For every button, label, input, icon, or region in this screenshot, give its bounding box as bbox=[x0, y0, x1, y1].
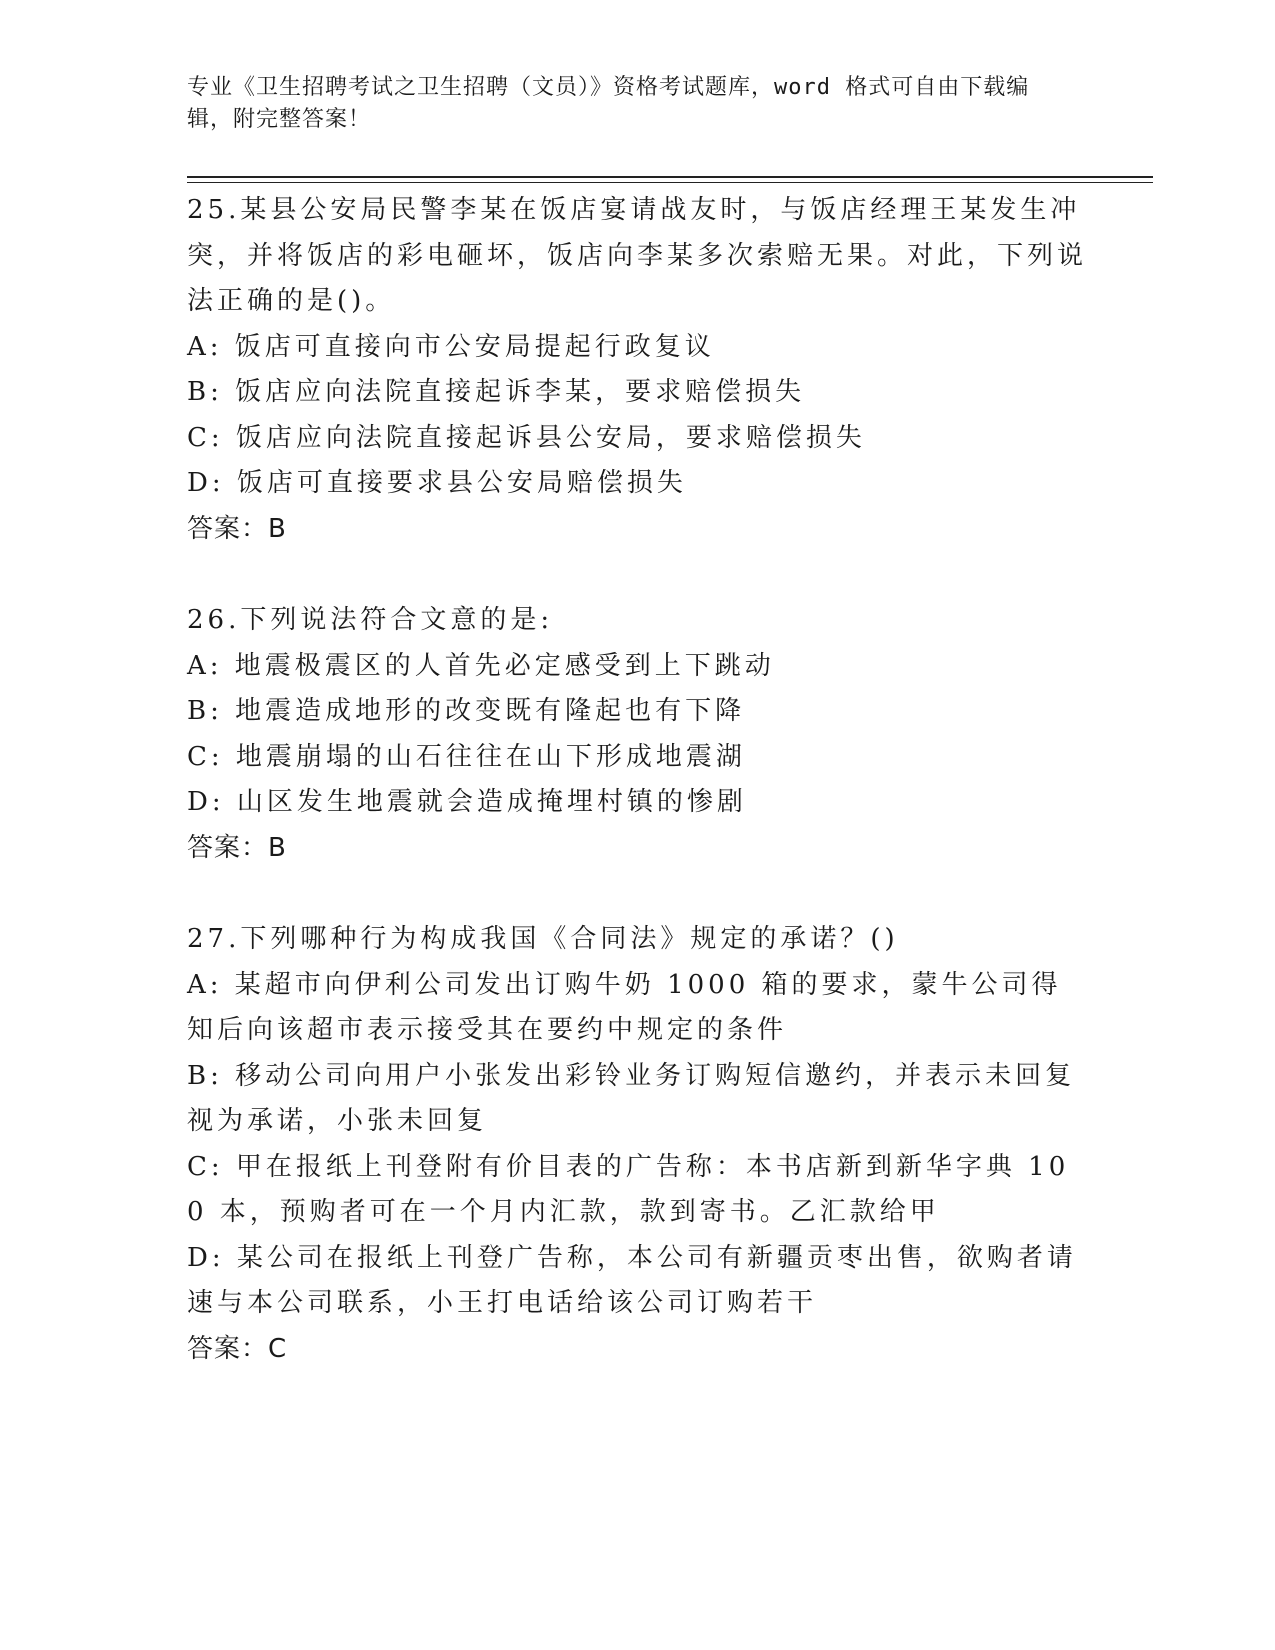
question-stem: 27.下列哪种行为构成我国《合同法》规定的承诺？() bbox=[187, 924, 899, 954]
spacer bbox=[187, 871, 1087, 917]
option-b: B: 饭店应向法院直接起诉李某，要求赔偿损失 bbox=[187, 377, 806, 407]
option-a: A: 某超市向伊利公司发出订购牛奶 1000 箱的要求，蒙牛公司得知后向该超市表示接受其在要约中规定的条件 bbox=[187, 969, 1062, 1045]
answer-label: 答案：B bbox=[187, 513, 287, 544]
question-27 bbox=[187, 917, 1087, 1372]
answer-label: 答案：C bbox=[187, 1333, 288, 1364]
header-intro: 专业《卫生招聘考试之卫生招聘（文员）》资格考试题库，word 格式可自由下载编辑，附完整答案！ bbox=[187, 75, 1030, 132]
header-divider-thick bbox=[187, 176, 1153, 178]
option-a: A: 地震极震区的人首先必定感受到上下跳动 bbox=[187, 650, 775, 681]
question-26 bbox=[187, 598, 1087, 871]
header-divider-thin bbox=[187, 182, 1153, 183]
question-stem: 26.下列说法符合文意的是: bbox=[187, 605, 554, 635]
option-d: D: 某公司在报纸上刊登广告称，本公司有新疆贡枣出售，欲购者请速与本公司联系，小王打电话给该公司订购若干 bbox=[187, 1242, 1077, 1318]
option-d: D: 饭店可直接要求县公安局赔偿损失 bbox=[187, 468, 687, 498]
option-a: A: 饭店可直接向市公安局提起行政复议 bbox=[187, 331, 715, 362]
spacer bbox=[187, 552, 1087, 598]
question-stem: 25.某县公安局民警李某在饭店宴请战友时，与饭店经理王某发生冲突，并将饭店的彩电砸坏，饭店向李某多次索赔无果。对此，下列说法正确的是()。 bbox=[187, 195, 1088, 316]
option-c: C: 地震崩塌的山石往往在山下形成地震湖 bbox=[187, 741, 746, 772]
option-b: B: 地震造成地形的改变既有隆起也有下降 bbox=[187, 696, 746, 726]
question-25 bbox=[187, 188, 1087, 552]
option-c: C: 甲在报纸上刊登附有价目表的广告称：本书店新到新华字典 100 本，预购者可在一个月内汇款，款到寄书。乙汇款给甲 bbox=[187, 1151, 1070, 1227]
option-c: C: 饭店应向法院直接起诉县公安局，要求赔偿损失 bbox=[187, 422, 866, 453]
option-d: D: 山区发生地震就会造成掩埋村镇的惨剧 bbox=[187, 787, 747, 817]
option-b: B: 移动公司向用户小张发出彩铃业务订购短信邀约，并表示未回复视为承诺，小张未回复 bbox=[187, 1060, 1076, 1136]
question-list bbox=[187, 188, 1087, 1372]
answer-label: 答案：B bbox=[187, 832, 287, 863]
